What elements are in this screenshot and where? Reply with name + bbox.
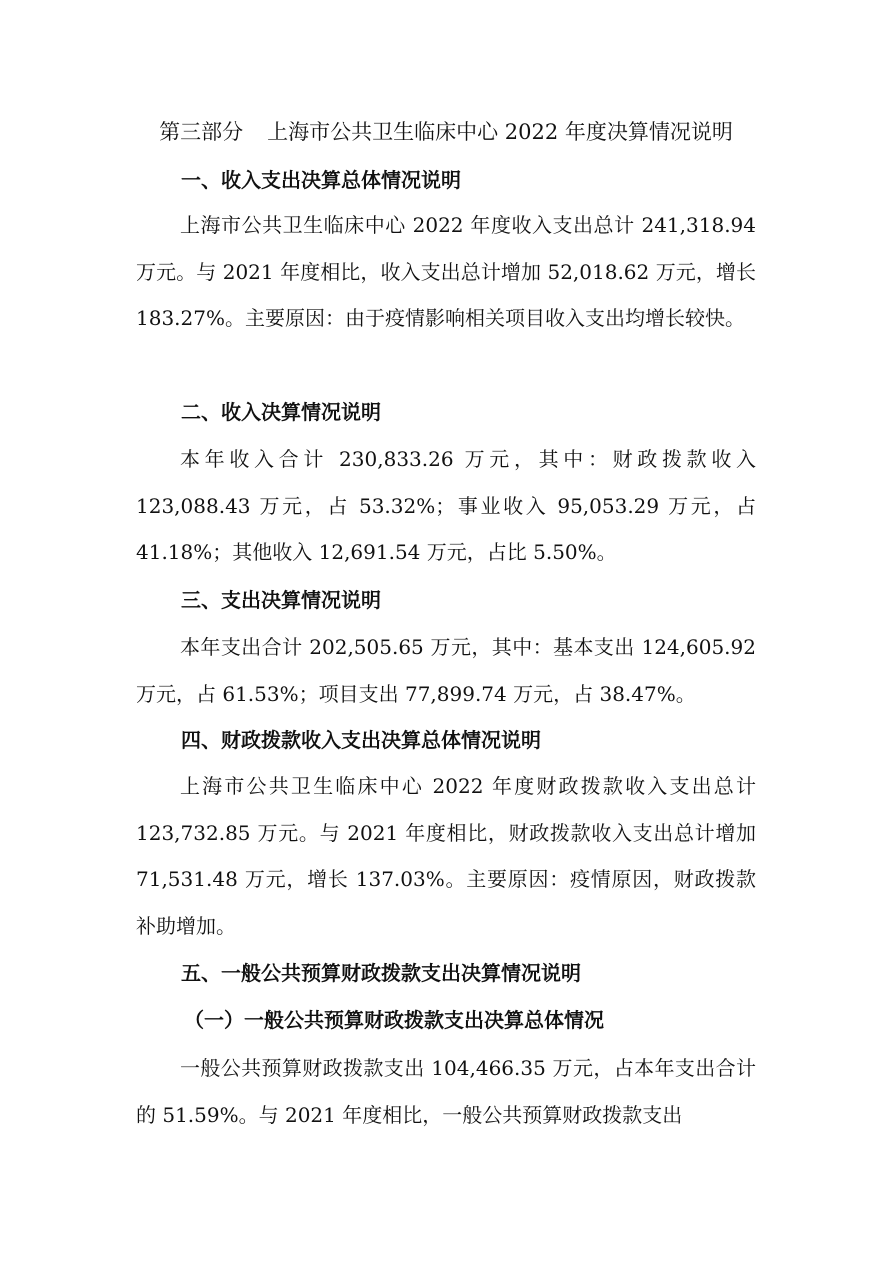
section-2-heading: 二、收入决算情况说明 [181, 400, 381, 424]
subsection-1-paragraph: 一般公共预算财政拨款支出 104,466.35 万元，占本年支出合计的 51.59%。与 2021 年度相比，一般公共预算财政拨款支出 [136, 1056, 756, 1127]
section-1-paragraph: 上海市公共卫生临床中心 2022 年度收入支出总计 241,318.94 万元。与 2021 年度相比，收入支出总计增加 52,018.62 万元，增长 183.27%。主要原因：由于疫情影响相关项目收入支出均增长较快。 [136, 213, 756, 330]
section-3-paragraph: 本年支出合计 202,505.65 万元，其中：基本支出 124,605.92 万元，占 61.53%；项目支出 77,899.74 万元，占 38.47%。 [136, 635, 756, 706]
section-5-heading: 五、一般公共预算财政拨款支出决算情况说明 [181, 961, 581, 985]
section-1-heading: 一、收入支出决算总体情况说明 [181, 168, 461, 192]
section-4-paragraph: 上海市公共卫生临床中心 2022 年度财政拨款收入支出总计 123,732.85 万元。与 2021 年度相比，财政拨款收入支出总计增加 71,531.48 万元，增长 137.03%。主要原因：疫情原因，财政拨款补助增加。 [136, 774, 756, 938]
subsection-1-heading: （一）一般公共预算财政拨款支出决算总体情况 [184, 1008, 604, 1032]
section-2-paragraph: 本年收入合计 230,833.26 万元，其中：财政拨款收入 123,088.43 万元，占 53.32%；事业收入 95,053.29 万元，占 41.18%；其他收入 12,691.54 万元，占比 5.50%。 [136, 447, 756, 564]
title-part: 第三部分 [159, 120, 244, 144]
section-4-heading: 四、财政拨款收入支出决算总体情况说明 [181, 728, 541, 752]
section-3-heading: 三、支出决算情况说明 [181, 588, 381, 612]
page-title [0, 116, 892, 148]
title-name: 上海市公共卫生临床中心 2022 年度决算情况说明 [267, 120, 733, 144]
